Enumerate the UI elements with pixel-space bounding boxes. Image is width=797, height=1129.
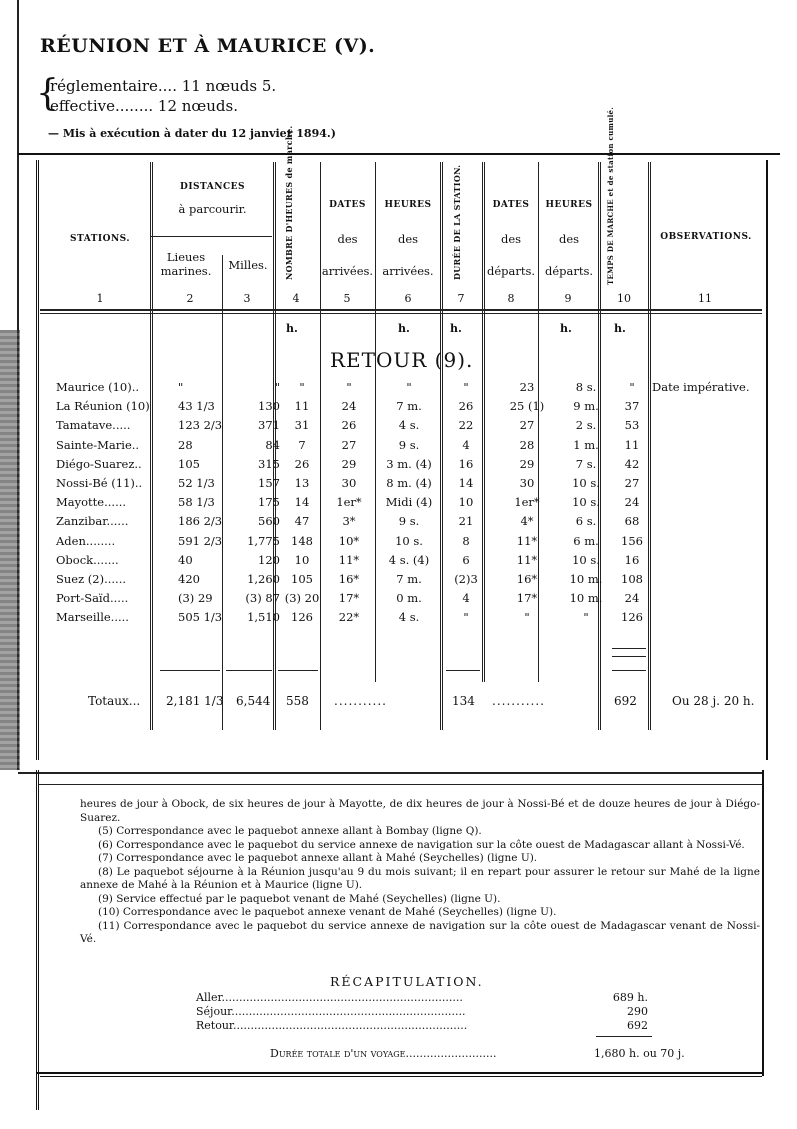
cell-dur: 10 — [458, 495, 474, 510]
col-number: 9 — [564, 292, 572, 305]
totaux-obs: Ou 28 j. 20 h. — [672, 694, 755, 708]
cell-lieues: 186 2/3 — [178, 514, 223, 529]
footnotes — [80, 798, 760, 947]
header-rule — [40, 309, 762, 311]
cell-darr: 22* — [338, 610, 360, 625]
col-header-des: des — [397, 232, 419, 246]
recap-title: RÉCAPITULATION. — [330, 974, 484, 989]
note-line: (7) Correspondance avec le paquebot annexe allant à Mahé (Seychelles) (ligne U). — [98, 852, 538, 864]
col-header-dates-arrivees: DATES — [329, 200, 366, 210]
bottom-rule — [40, 1076, 762, 1077]
cell-harr: 4 s. (4) — [388, 552, 430, 567]
cell-darr: 29 — [341, 456, 357, 471]
cell-ddep: " — [524, 610, 530, 625]
sum-rule — [226, 670, 272, 671]
cell-ddep: 11* — [516, 552, 538, 567]
note-line: (9) Service effectué par le paquebot venant de Mahé (Seychelles) (ligne U). — [98, 892, 501, 905]
col-header-a-parcourir: à parcourir. — [178, 202, 247, 216]
cell-harr: 8 m. (4) — [386, 476, 432, 490]
cell-ddep: 16* — [516, 572, 538, 586]
recap-aller — [196, 991, 463, 1004]
cell-dur: 16 — [458, 456, 474, 471]
cell-nb: 31 — [294, 418, 310, 433]
col-number: 4 — [292, 292, 300, 305]
cell-darr: 1er* — [336, 495, 362, 510]
top-divider — [18, 153, 780, 155]
cell-nb: 26 — [294, 456, 310, 471]
cell-nb: 14 — [294, 495, 310, 510]
cell-milles: 130 — [258, 399, 280, 414]
cell-harr: 4 s. — [398, 418, 420, 433]
cell-darr: 3* — [342, 514, 356, 529]
cell-dur: " — [463, 610, 469, 625]
cell-dur: 6 — [462, 552, 470, 567]
col-header-des: des — [558, 232, 580, 246]
cell-ddep: 4* — [520, 514, 534, 529]
sum-rule — [612, 648, 646, 649]
col-number: 11 — [698, 292, 712, 305]
col-number: 7 — [457, 292, 465, 305]
cell-harr: 7 m. — [396, 399, 422, 414]
totaux-dots: ........... — [492, 694, 545, 708]
cell-harr: 3 m. (4) — [386, 456, 432, 471]
recap-total — [270, 1047, 496, 1060]
execution-date: — Mis à exécution à dater du 12 janvier 1894.) — [48, 127, 336, 140]
cell-dur: 4 — [462, 437, 470, 452]
cell-milles: 560 — [258, 514, 280, 529]
sum-rule — [278, 670, 318, 671]
cell-lieues: 505 1/3 — [178, 610, 223, 625]
col-header-observations: OBSERVATIONS. — [660, 232, 752, 242]
col-header-heures-arrivees: HEURES — [384, 200, 432, 210]
cell-dur: 14 — [458, 476, 474, 490]
cell-tm: " — [629, 380, 635, 394]
page-title: RÉUNION ET À MAURICE (V). — [40, 35, 376, 57]
col-number: 10 — [617, 292, 631, 305]
cell-hdep: 10 s. — [572, 495, 600, 510]
cell-st: Mayotte...... — [56, 495, 127, 510]
cell-lieues: 28 — [178, 437, 193, 452]
cell-st: Tamatave..... — [56, 418, 131, 433]
unit-label: h. — [450, 322, 462, 335]
cell-tm: 156 — [621, 533, 643, 548]
col-number: 3 — [243, 292, 251, 305]
sum-rule — [160, 670, 220, 671]
cell-st: Port-Saïd..... — [56, 591, 129, 606]
cell-hdep: 8 s. — [575, 380, 597, 394]
cell-harr: 9 s. — [398, 514, 420, 529]
col-header-duree-station: DURÉE DE LA STATION. — [452, 164, 462, 280]
cell-hdep: 10 m. — [569, 591, 603, 606]
cell-tm: 42 — [624, 456, 640, 471]
cell-darr: 16* — [338, 572, 360, 586]
cell-lieues: 52 1/3 — [178, 476, 215, 490]
cell-lieues: 40 — [178, 552, 193, 567]
totaux-nb: 558 — [286, 694, 309, 708]
col-header-dates-departs: DATES — [492, 200, 530, 210]
sum-rule — [612, 656, 646, 657]
cell-hdep: 10 m. — [569, 572, 603, 586]
note-line: (8) Le paquebot séjourne à la Réunion jusqu'au 9 du mois suivant; il en repart pour assurer le retour sur Mahé de la ligne annexe de Mahé à la Réunion et à Maurice (ligne U). — [80, 865, 760, 891]
cell-milles: 1,510 — [247, 610, 280, 625]
cell-tm: 11 — [624, 437, 640, 452]
unit-label: h. — [398, 322, 410, 335]
sum-rule — [446, 670, 480, 671]
note-line: heures de jour à Obock, de six heures de jour à Mayotte, de dix heures de jour à Nossi-Bé et de douze heures de jour à Diégo-Suarez. — [80, 798, 760, 824]
col-number: 1 — [96, 292, 104, 305]
cell-tm: 27 — [624, 476, 640, 490]
notes-frame-right — [762, 770, 764, 1076]
cell-milles: 1,775 — [247, 533, 280, 548]
note-line: (11) Correspondance avec le paquebot du service annexe de navigation sur la côte ouest de Madagascar venant de Nossi-Vé. — [80, 919, 760, 945]
cell-tm: 126 — [621, 610, 643, 625]
cell-tm: 24 — [624, 495, 640, 510]
col-header-des: des — [500, 232, 522, 246]
cell-darr: " — [346, 380, 352, 394]
cell-st: Aden........ — [56, 533, 116, 548]
cell-ddep: 27 — [519, 418, 535, 433]
recap-aller-label: Aller — [196, 991, 222, 1004]
cell-hdep: 9 m. — [573, 399, 599, 414]
cell-dur: 22 — [458, 418, 474, 433]
col-number: 8 — [507, 292, 515, 305]
cell-nb: 11 — [294, 399, 310, 414]
notes-frame-left — [36, 770, 42, 1110]
totaux-label: Totaux... — [88, 694, 141, 708]
cell-darr: 10* — [338, 533, 360, 548]
cell-nb: 10 — [294, 552, 310, 567]
sum-rule — [612, 670, 646, 671]
col-header-arrivees: arrivées. — [382, 264, 434, 278]
col-header-nombre-heures: NOMBRE D'HEURES de marche. — [284, 125, 294, 280]
cell-milles: 120 — [258, 552, 280, 567]
header-rule — [150, 236, 272, 237]
table-bottom-rule — [18, 772, 764, 774]
cell-lieues: 123 2/3 — [178, 418, 223, 433]
cell-ddep: 11* — [516, 533, 538, 548]
cell-st: Marseille..... — [56, 610, 129, 625]
col-header-des: des — [337, 232, 358, 246]
cell-hdep: 6 m. — [573, 533, 599, 548]
recap-dots: ..................................................................... — [221, 991, 463, 1004]
recap-total-label: Durée totale d'un voyage — [270, 1047, 406, 1060]
cell-darr: 17* — [338, 591, 360, 606]
cell-nb: " — [299, 380, 305, 394]
col-rule — [440, 162, 443, 730]
cell-nb: 7 — [298, 437, 306, 452]
cell-nb: 126 — [291, 610, 313, 625]
cell-hdep: 6 s. — [575, 514, 597, 529]
cell-hdep: 7 s. — [575, 456, 597, 471]
col-header-distances: DISTANCES — [180, 182, 245, 192]
cell-hdep: 10 s. — [572, 552, 600, 567]
cell-lieues: 591 2/3 — [178, 533, 223, 548]
col-header-heures-departs: HEURES — [545, 200, 593, 210]
cell-obs: Date impérative. — [652, 380, 750, 394]
recap-sum-rule — [596, 1036, 652, 1037]
cell-ddep: 17* — [516, 591, 538, 606]
cell-lieues: 105 — [178, 456, 200, 471]
cell-hdep: 1 m. — [573, 437, 599, 452]
cell-st: Zanzibar...... — [56, 514, 129, 529]
cell-hdep: " — [583, 610, 589, 625]
cell-hdep: 2 s. — [575, 418, 597, 433]
cell-harr: 9 s. — [398, 437, 420, 452]
recap-sejour-value: 290 — [627, 1005, 648, 1018]
cell-ddep: 25 (1) — [509, 399, 545, 414]
col-header-departs: départs. — [486, 264, 536, 278]
recap-dots: ................................................................... — [231, 1005, 466, 1018]
cell-milles: 175 — [258, 495, 280, 510]
cell-tm: 68 — [624, 514, 640, 529]
cell-ddep: 23 — [519, 380, 535, 394]
cell-st: Sainte-Marie.. — [56, 437, 140, 452]
recap-dots: ................................................................... — [232, 1019, 468, 1032]
cell-st: La Réunion (10) — [56, 399, 150, 414]
cell-lieues: 420 — [178, 572, 200, 586]
cell-darr: 27 — [341, 437, 357, 452]
cell-milles: " — [274, 380, 280, 394]
cell-harr: " — [406, 380, 412, 394]
cell-milles: 84 — [265, 437, 280, 452]
cell-st: Obock....... — [56, 552, 119, 567]
cell-dur: " — [463, 380, 469, 394]
col-number: 2 — [186, 292, 194, 305]
totaux-duree: 134 — [452, 694, 475, 708]
cell-st: Nossi-Bé (11).. — [56, 476, 143, 490]
unit-label: h. — [286, 322, 298, 335]
speed-block — [50, 76, 276, 116]
cell-ddep: 1er* — [514, 495, 540, 510]
cell-ddep: 29 — [519, 456, 535, 471]
recap-retour-label: Retour — [196, 1019, 233, 1032]
bottom-rule — [36, 1072, 762, 1074]
cell-ddep: 28 — [519, 437, 535, 452]
cell-lieues: 58 1/3 — [178, 495, 215, 510]
note-line: (6) Correspondance avec le paquebot du service annexe de navigation sur la côte ouest de Madagascar allant à Nossi-Vé. — [98, 838, 745, 851]
cell-nb: 47 — [294, 514, 310, 529]
cell-lieues: (3) 29 — [178, 591, 213, 606]
unit-label: h. — [614, 322, 626, 335]
cell-dur: (2)3 — [454, 572, 478, 586]
recap-retour-value: 692 — [627, 1019, 648, 1032]
cell-harr: Midi (4) — [385, 495, 433, 510]
notes-top-rule — [38, 784, 764, 785]
header-rule — [40, 313, 762, 314]
cell-ddep: 30 — [519, 476, 535, 490]
speed-reglementaire: réglementaire.... 11 nœuds 5. — [50, 77, 277, 95]
cell-milles: (3) 87 — [245, 591, 280, 606]
recap-total-value: 1,680 h. ou 70 j. — [594, 1047, 685, 1060]
col-rule — [222, 255, 223, 730]
cell-lieues: 43 1/3 — [178, 399, 215, 414]
cell-tm: 108 — [621, 572, 643, 586]
recap-aller-value: 689 h. — [612, 991, 648, 1004]
col-header-departs: départs. — [544, 264, 594, 278]
col-header-lieues: Lieues marines. — [160, 250, 212, 278]
cell-harr: 7 m. — [396, 572, 422, 586]
brace-symbol: { — [36, 73, 59, 114]
cell-st: Suez (2)...... — [56, 572, 127, 586]
cell-darr: 30 — [341, 476, 357, 490]
cell-milles: 371 — [258, 418, 280, 433]
cell-milles: 157 — [258, 476, 280, 490]
col-header-temps-marche: TEMPS DE MARCHE et de station cumulé. — [606, 106, 615, 285]
cell-nb: 13 — [294, 476, 310, 490]
cell-darr: 24 — [341, 399, 357, 414]
cell-nb: 105 — [291, 572, 313, 586]
cell-dur: 4 — [462, 591, 470, 606]
cell-harr: 4 s. — [398, 610, 420, 625]
cell-dur: 21 — [458, 514, 474, 529]
col-header-arrivees: arrivées. — [321, 264, 374, 278]
totaux-temps: 692 — [614, 694, 637, 708]
cell-st: Maurice (10).. — [56, 380, 140, 394]
totaux-dots: ........... — [334, 694, 387, 708]
recap-dots: .......................... — [405, 1047, 497, 1060]
cell-tm: 37 — [624, 399, 640, 414]
cell-darr: 26 — [341, 418, 357, 433]
cell-nb: 148 — [291, 533, 313, 548]
cell-lieues: " — [178, 380, 184, 394]
cell-tm: 16 — [624, 552, 640, 567]
note-line: (5) Correspondance avec le paquebot annexe allant à Bombay (ligne Q). — [98, 825, 482, 837]
totaux-milles: 6,544 — [236, 694, 271, 708]
cell-darr: 11* — [338, 552, 360, 567]
cell-dur: 26 — [458, 399, 474, 414]
totaux-lieues: 2,181 1/3 — [166, 694, 224, 708]
cell-hdep: 10 s. — [572, 476, 600, 490]
cell-dur: 8 — [462, 533, 470, 548]
recap-sejour-label: Séjour — [196, 1005, 232, 1018]
binding-shadow — [0, 330, 20, 770]
col-header-milles: Milles. — [228, 258, 268, 272]
col-rule — [320, 162, 321, 730]
cell-milles: 1,260 — [247, 572, 280, 586]
col-header-stations: STATIONS. — [70, 234, 130, 244]
cell-milles: 315 — [258, 456, 280, 471]
cell-harr: 0 m. — [396, 591, 422, 606]
section-title: RETOUR (9). — [330, 348, 474, 372]
recap-retour — [196, 1019, 467, 1032]
cell-nb: (3) 20 — [284, 591, 320, 606]
cell-harr: 10 s. — [395, 533, 423, 548]
unit-label: h. — [560, 322, 572, 335]
cell-tm: 53 — [624, 418, 640, 433]
speed-effective: effective........ 12 nœuds. — [50, 97, 238, 115]
cell-st: Diégo-Suarez.. — [56, 456, 142, 471]
note-line: (10) Correspondance avec le paquebot annexe venant de Mahé (Seychelles) (ligne U). — [98, 906, 557, 918]
col-number: 5 — [343, 292, 351, 305]
recap-sejour — [196, 1005, 466, 1018]
col-number: 6 — [404, 292, 412, 305]
cell-tm: 24 — [624, 591, 640, 606]
